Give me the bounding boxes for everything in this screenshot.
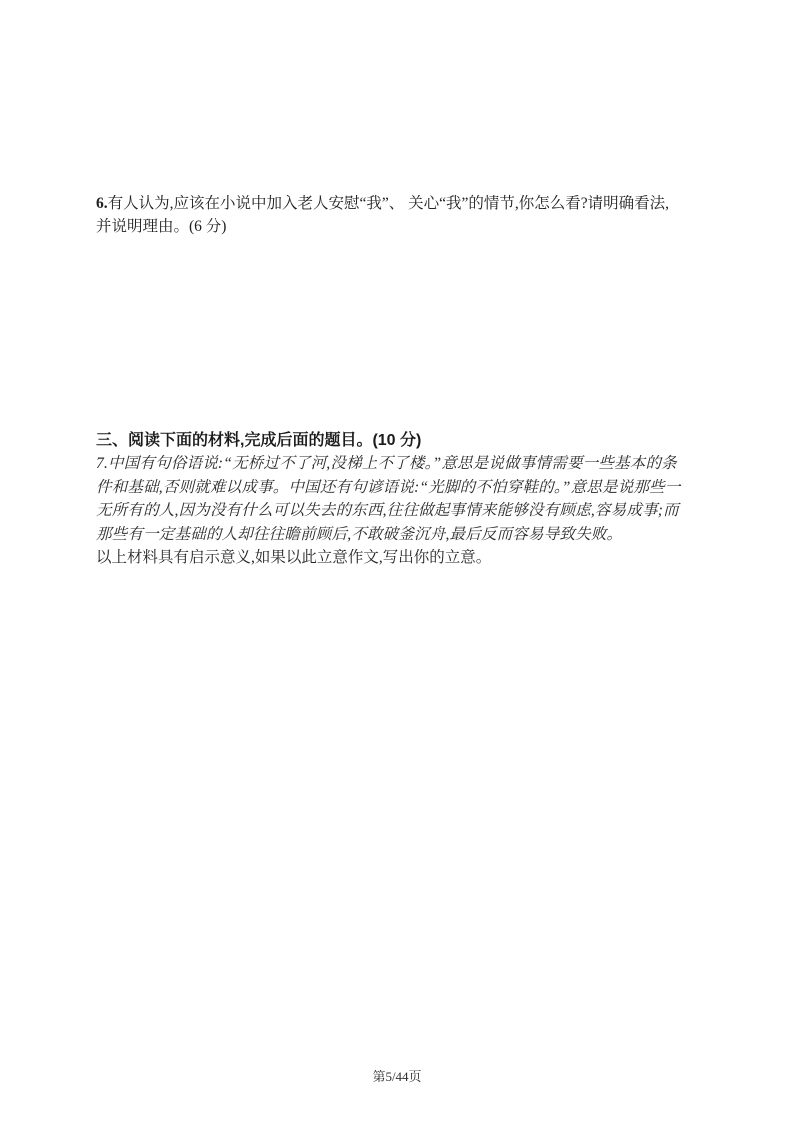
question-6: [96, 192, 669, 238]
question-6-text: 有人认为,应该在小说中加入老人安慰“我”、 关心“我”的情节,你怎么看?请明确看法,: [107, 195, 670, 212]
question-7-line-2: 件和基础,否则就难以成事。中国还有句谚语说:“光脚的不怕穿鞋的。”意思是说那些一: [96, 478, 681, 496]
question-6-number: 6.: [96, 195, 108, 212]
question-7-line-1: 7.中国有句俗语说:“无桥过不了河,没梯上不了楼。”意思是说做事情需要一些基本的条: [96, 455, 677, 472]
question-6-line-1: [96, 192, 669, 215]
question-7-closing-line: 以上材料具有启示意义,如果以此立意作文,写出你的立意。: [96, 549, 492, 566]
question-7-line-3: 无所有的人,因为没有什么可以失去的东西,往往做起事情来能够没有顾虑,容易成事;而: [96, 502, 679, 519]
page-number: 第5/44页: [372, 1069, 422, 1084]
question-7-line-4: 那些有一定基础的人却往往瞻前顾后,不敢破釜沉舟,最后反而容易导致失败。: [96, 525, 623, 543]
question-6-line-2: 并说明理由。(6 分): [96, 218, 227, 235]
question-7: [96, 452, 681, 570]
section-3-heading: 三、阅读下面的材料,完成后面的题目。(10 分): [96, 432, 422, 449]
